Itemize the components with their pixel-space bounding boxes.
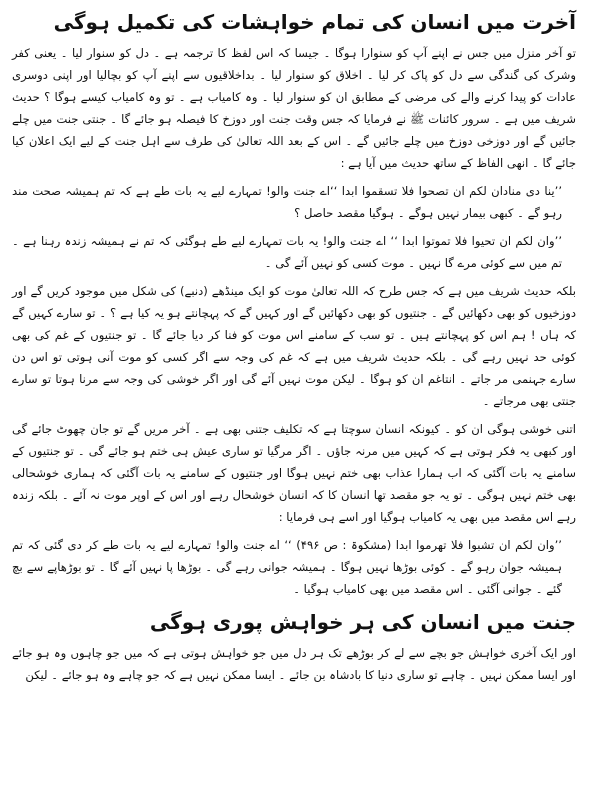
- section-heading: آخرت میں انسان کی تمام خواہشات کی تکمیل ہوگی: [53, 10, 576, 34]
- hadith-quote-paragraph: ’’وان لکم ان تشبوا فلا تھرموا ابدا (مشکوۃ : ص ۴۹۶) ‘‘ اے جنت والو! تمہارے لیے یہ بات طے کر دی گئی کہ تم ہمیشہ جوان رہو گے ۔ کوئی بوڑھا نہیں ہوگا ۔ ہمیشہ جوانی رہے گی ۔ بوڑھا پا نہیں آئے گا ۔ تو بوڑھاپے سے بچ گئے ۔ جوانی آگئی ۔ اس مقصد میں بھی کامیاب ہوگیا ۔: [12, 538, 562, 596]
- hadith-quote-paragraph: ’’ینا دی منادان لکم ان تصحوا فلا تسقموا ابدا ‘‘اے جنت والو! تمہارے لیے یہ بات طے ہے کہ تم ہمیشہ صحت مند رہو گے ۔ کبھی بیمار نہیں ہوگے ۔ ہوگیا مقصد حاصل ؟: [12, 184, 562, 220]
- hadith-quote-paragraph: ’’وان لکم ان تحیوا فلا تموتوا ابدا ‘‘ اے جنت والو! یہ بات تمہارے لیے طے ہوگئی کہ تم نے ہمیشہ زندہ رہنا ہے ۔ تم میں سے کوئی مرے گا نہیں ۔ موت کسی کو نہیں آئے گی ۔: [12, 234, 562, 270]
- section-heading: جنت میں انسان کی ہر خواہش پوری ہوگی: [149, 610, 576, 634]
- body-paragraph: بلکہ حدیث شریف میں ہے کہ جس طرح کہ اللہ تعالیٰ موت کو ایک مینڈھے (دنبے) کی شکل میں موجود کریں گے اور دوزخیوں کو بھی دکھائیں گے ۔ جنتیوں کو بھی دکھائیں گے اور کہیں گے کہ پہچانتے ہو یہ کیا ہے ؟ ۔ تو سارے کہیں گے کہ ہاں ! ہم اس کو پہچانتے ہیں ۔ تو سب کے سامنے اس موت کو فنا کر دیا جائے گا ۔ تو جنتیوں کے غم کی بھی کوئی حد نہیں رہے گی ۔ بلکہ حدیث شریف میں ہے کہ غم کی وجہ سے اگر کسی کو موت آنی ہوتی تو اس دن سارے جہنمی مر جاتے ۔ انتاغم ان کو ہوگا ۔ لیکن موت نہیں آئے گی اور اگر خوشی کی وجہ سے مرنا ہوتا تو سارے جنتی بھی مرجاتے ۔: [12, 284, 576, 408]
- body-paragraph: اتنی خوشی ہوگی ان کو ۔ کیونکہ انسان سوچتا ہے کہ تکلیف جتنی بھی ہے ۔ آخر مریں گے تو جان چھوٹ جائے گی اور کبھی یہ فکر ہوتی ہے کہ کہیں میں مرنہ جاؤں ۔ اگر مرگیا تو ساری عیش ہی ختم ہو جائے گی ۔ تو جنتیوں کے سامنے یہ بات آگئی کہ اب ہمارا عذاب بھی ختم نہیں ہوگا اور جنتیوں کے سامنے یہ بات آگئی کہ ہماری خوشحالی بھی ختم نہیں ہوگی ۔ تو یہ جو مقصد تھا انسان کا کہ انسان خوشحال رہے اور اس کے اوپر موت نہ آئے ۔ بلکہ زندہ رہے اس مقصد میں بھی یہ کامیاب ہوگیا اور اسے ہی فرمایا :: [12, 422, 576, 524]
- body-paragraph: اور ایک آخری خواہش جو بچے سے لے کر بوڑھے تک ہر دل میں جو خواہش ہوتی ہے کہ میں جو چاہوں وہ ہو جائے اور ایسا ممکن نہیں ۔ چاہے تو ساری دنیا کا بادشاہ بن جائے ۔ ایسا ممکن نہیں ہے کہ جو چاہے وہ ہو جائے ۔ لیکن: [12, 646, 576, 682]
- body-paragraph: تو آخر منزل میں جس نے اپنے آپ کو سنوارا ہوگا ۔ جیسا کہ اس لفظ کا ترجمہ ہے ۔ دل کو سنوار لیا ۔ یعنی کفر وشرک کی گندگی سے دل کو پاک کر لیا ۔ اخلاق کو سنوار لیا ۔ بداخلاقیوں سے اپنے آپ کو بچالیا اور اپنی دوسری عادات کو پیدا کرنے والے کی مرضی کے مطابق ان کو سنوار لیا ۔ وہ کامیاب ہے ۔ تو وہ کامیاب کیسے ہوگا ؟ حدیث شریف میں ہے ۔ سرور کائنات ﷺ نے فرمایا کہ جس وقت جنت اور دوزخ کا فیصلہ ہو جائے گا ۔ جنتی جنت میں چلے جائیں گے اور دوزخی دوزخ میں چلے جائیں گے ۔ اس کے بعد اللہ تعالیٰ کی طرف سے اہل جنت کے لیے ایک اعلان کیا جائے گا ۔ انھی الفاظ کے ساتھ حدیث میں آیا ہے :: [12, 46, 576, 170]
